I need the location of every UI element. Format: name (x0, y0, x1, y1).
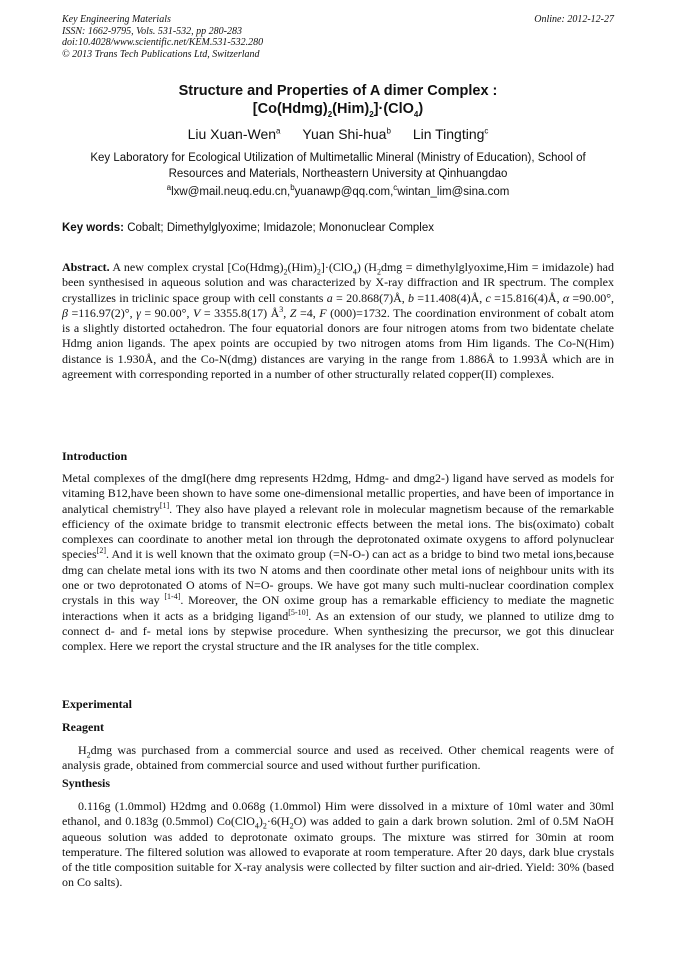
reagent-heading: Reagent (62, 720, 104, 734)
author-name: Yuan Shi-hua (302, 126, 387, 142)
paper-title (62, 82, 614, 118)
abstract-label: Abstract. (62, 260, 110, 274)
author-name: Lin Tingting (412, 126, 485, 142)
journal-header (62, 14, 614, 60)
copyright-line: © 2013 Trans Tech Publications Ltd, Switzerland (62, 48, 260, 60)
keywords-label: Key words: (62, 222, 124, 234)
email-link[interactable]: wintan_lim@sina.com (397, 186, 510, 198)
title-line-1: Structure and Properties of A dimer Complex : (178, 83, 498, 99)
issn-line: ISSN: 1662-9795, Vols. 531-532, pp 280-283 (62, 25, 242, 37)
author-2 (302, 126, 391, 142)
synthesis-heading: Synthesis (62, 776, 111, 790)
reagent-text: $H_2dmg$ was purchased from a commercial source and used as received. Other chemical reagents were of analysis grade, obtained from commercial source and used without further purification. (62, 743, 614, 773)
email-mark: b (290, 183, 295, 193)
title-line-2: $[Co(Hdmg)_2(Him)_2]\cdot(ClO_4)$ (252, 101, 424, 119)
abstract-text: A new complex crystal $[Co(Hdmg)_2(Him)_2]\cdot(ClO_4) (H_2dmg$ = dimethylglyoxime,Him = imidazole) had been synthesised in aqueous solution and was characterized by X-ray diffraction and IR spectrum. The complex crystallizes in triclinic space group with cell constants a = 20.868(7)Å, b =11.408(4)Å, c =15.816(4)Å, α =90.00°, β =116.97(2)°, γ = 90.00°, V = 3355.8(17) $Å^3$, Z =4, F (000)=1732. The coordination environment of cobalt atom is a slightly distorted octahedron. The four equatorial donors are four nitrogen atoms from two bidentate chelate Hdmg anion ligands. The apex points are occupied by two nitrogen atoms from Him ligands. The Co-N(Him) distance is 1.930Å, and the Co-N(dmg) distances are varying in the range from 1.886Å to 1.993Å which are in agreement with corresponding reported in a number of other structurally related copper(II) complexes. (62, 260, 615, 382)
keywords-text: Cobalt; Dimethylglyoxime; Imidazole; Mononuclear Complex (124, 222, 434, 234)
keywords (62, 221, 614, 236)
affiliation (62, 151, 614, 182)
author-mark: b (386, 126, 391, 136)
author-3 (413, 126, 489, 142)
author-list (62, 125, 614, 143)
author-mark: a (276, 126, 281, 136)
email-mark: c (393, 183, 398, 193)
affiliation-line-1: Key Laboratory for Ecological Utilization of Multimetallic Mineral (Ministry of Education), School of (90, 152, 586, 164)
author-emails (62, 185, 614, 200)
email-link[interactable]: yuanawp@qq.com, (294, 186, 394, 198)
author-name: Liu Xuan-Wen (187, 126, 277, 142)
abstract (62, 260, 614, 382)
journal-name: Key Engineering Materials (62, 14, 171, 25)
email-mark: a (166, 183, 172, 193)
introduction-text: Metal complexes of the dmgI(here dmg represents H2dmg, Hdmg- and dmg2-) ligand have served as models for vitaming B12,have been shown to have some one-dimensional metallic properties, and have been of importance in analytical chemistry[1]. They also have played a relevant role in molecular magnetism because of the remarkable efficiency of the oximate bridge to transmit electronic effects between the metal ions. The bis(oximato) cobalt complexes can coordinate to another metal ion through the deprotonated oximate oxygens to afford polynuclear species[2]. And it is well known that the oximato group (=N-O-) can act as a bridge to bind two metal ions,because dmg can chelate metal ions with its two N atoms and then coordinate other metal ions of neighbour units with its one or two deprotonated O atoms of N=O- groups. We have got many such multi-nuclear coordination complex crystals in this way [1-4]. Moreover, the ON oxime group has a remarkable efficiency to mediate the magnetic interactions when it acts as a bridging ligand[5-10]. As an extension of our study, we planned to utilize dmg to connect d- and f- metal ions by stepwise procedure. When synthesizing the precursor, we got this dinuclear complex. Here we report the crystal structure and the IR analyses for the title complex. (62, 471, 614, 654)
email-link[interactable]: lxw@mail.neuq.edu.cn, (171, 186, 291, 198)
synthesis-text: 0.116g (1.0mmol) H2dmg and 0.068g (1.0mmol) Him were dissolved in a mixture of 10ml water and 30ml ethanol, and 0.183g (0.5mmol) $Co(ClO_4)_2\cdot 6(H_2O)$ was added to gain a dark brown solution. 2ml of 0.5M NaOH aqueous solution was added to deprotonate oximato groups. The mixture was stirred for 30min at room temperature. The filtered solution was allowed to evaporate at room temperature. After 20 days, dark blue crystals of the title composition suitable for X-ray analysis were collected by filter suction and air-dried. Yield: 30% (based on Co salts). (62, 799, 614, 890)
author-mark: c (484, 126, 489, 136)
affiliation-line-2: Resources and Materials, Northeastern University at Qinhuangdao (168, 167, 508, 180)
doi-line: doi:10.4028/www.scientific.net/KEM.531-532.280 (62, 37, 264, 48)
online-date: Online: 2012-12-27 (534, 14, 614, 25)
introduction-heading: Introduction (62, 449, 128, 463)
author-1 (188, 126, 281, 142)
experimental-heading: Experimental (62, 697, 132, 711)
